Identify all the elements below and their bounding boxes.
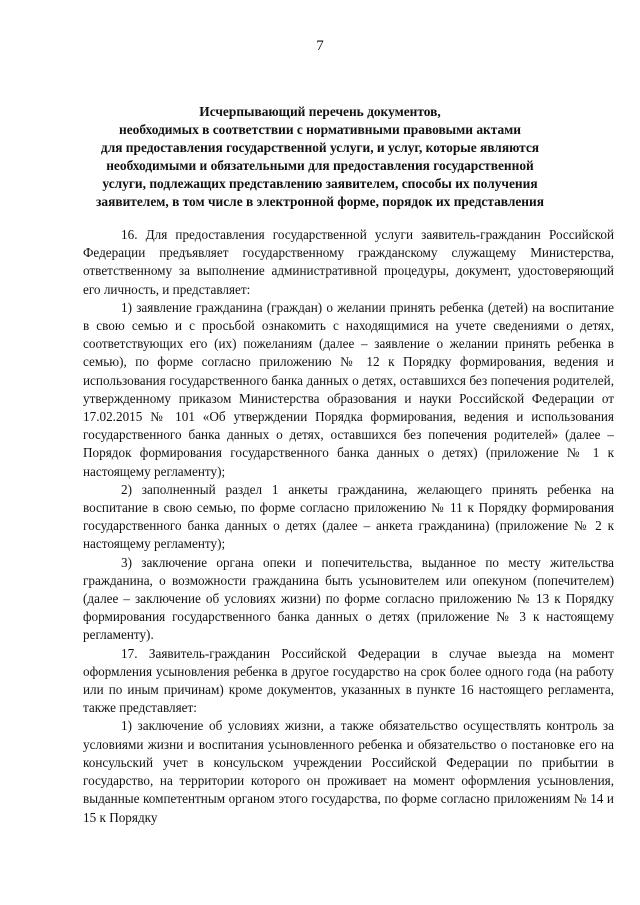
section-title <box>92 103 548 211</box>
paragraph-16-item-3: 3) заключение органа опеки и попечительства, выданное по месту жительства гражданина, о возможности гражданина быть усыновителем или опекуном (попечителем) (далее – заключение об условиях жизни) по форме согласно приложению № 13 к Порядку формирования государственного банка данных о детях (приложение № 3 к настоящему регламенту). <box>83 554 614 643</box>
section-title-line: для предоставления государственной услуги, и услуг, которые являются <box>100 140 540 155</box>
page-number: 7 <box>316 38 324 54</box>
document-body <box>83 226 614 827</box>
section-title-line: необходимыми и обязательными для предоставления государственной <box>106 158 534 173</box>
section-title-line: услуги, подлежащих представлению заявителем, способы их получения <box>102 176 538 191</box>
paragraph-16: 16. Для предоставления государственной услуги заявитель-гражданин Российской Федерации предъявляет государственному гражданскому служащему Министерства, ответственному за выполнение административной процедуры, документ, удостоверяющий его личность, и представляет: <box>83 227 614 297</box>
paragraph-16-item-2: 2) заполненный раздел 1 анкеты гражданина, желающего принять ребенка на воспитание в свою семью, по форме согласно приложению № 11 к Порядку формирования государственного банка данных о детях (далее – анкета гражданина) (приложение № 2 к настоящему регламенту); <box>83 481 614 552</box>
paragraph-17: 17. Заявитель-гражданин Российской Федерации в случае выезда на момент оформления усыновления ребенка в другое государство на срок более одного года (на работу или по иным причинам) кроме документов, указанных в пункте 16 настоящего регламента, также представляет: <box>83 645 614 716</box>
section-title-line: заявителем, в том числе в электронной форме, порядок их представления <box>96 194 544 209</box>
section-title-line: Исчерпывающий перечень документов, <box>199 104 441 119</box>
paragraph-17-item-1: 1) заключение об условиях жизни, а также обязательство осуществлять контроль за условиями жизни и воспитания усыновленного ребенка и обязательство о постановке его на консульский учет в консульском учреждении Российской Федерации по прибытии в государство, на территории которого он проживает на момент оформления усыновления, выданные компетентным органом этого государства, по форме согласно приложениям № 14 и 15 к Порядку <box>83 718 614 825</box>
paragraph-16-item-1: 1) заявление гражданина (граждан) о желании принять ребенка (детей) на воспитание в свою семью и с просьбой ознакомить с находящимися на учете сведениями о детях, соответствующих его (их) пожеланиям (далее – заявление о желании принять ребенка в семью), по форме согласно приложению № 12 к Порядку формирования, ведения и использования государственного банка данных о детях, оставшихся без попечения родителей, утвержденному приказом Министерства образования и науки Российской Федерации от 17.02.2015 № 101 «Об утверждении Порядка формирования, ведения и использования государственного банка данных о детях, оставшихся без попечения родителей» (далее – Порядок формирования государственного банка данных о детях) (приложение № 1 к настоящему регламенту); <box>83 299 614 479</box>
section-title-line: необходимых в соответствии с нормативными правовыми актами <box>118 122 522 137</box>
